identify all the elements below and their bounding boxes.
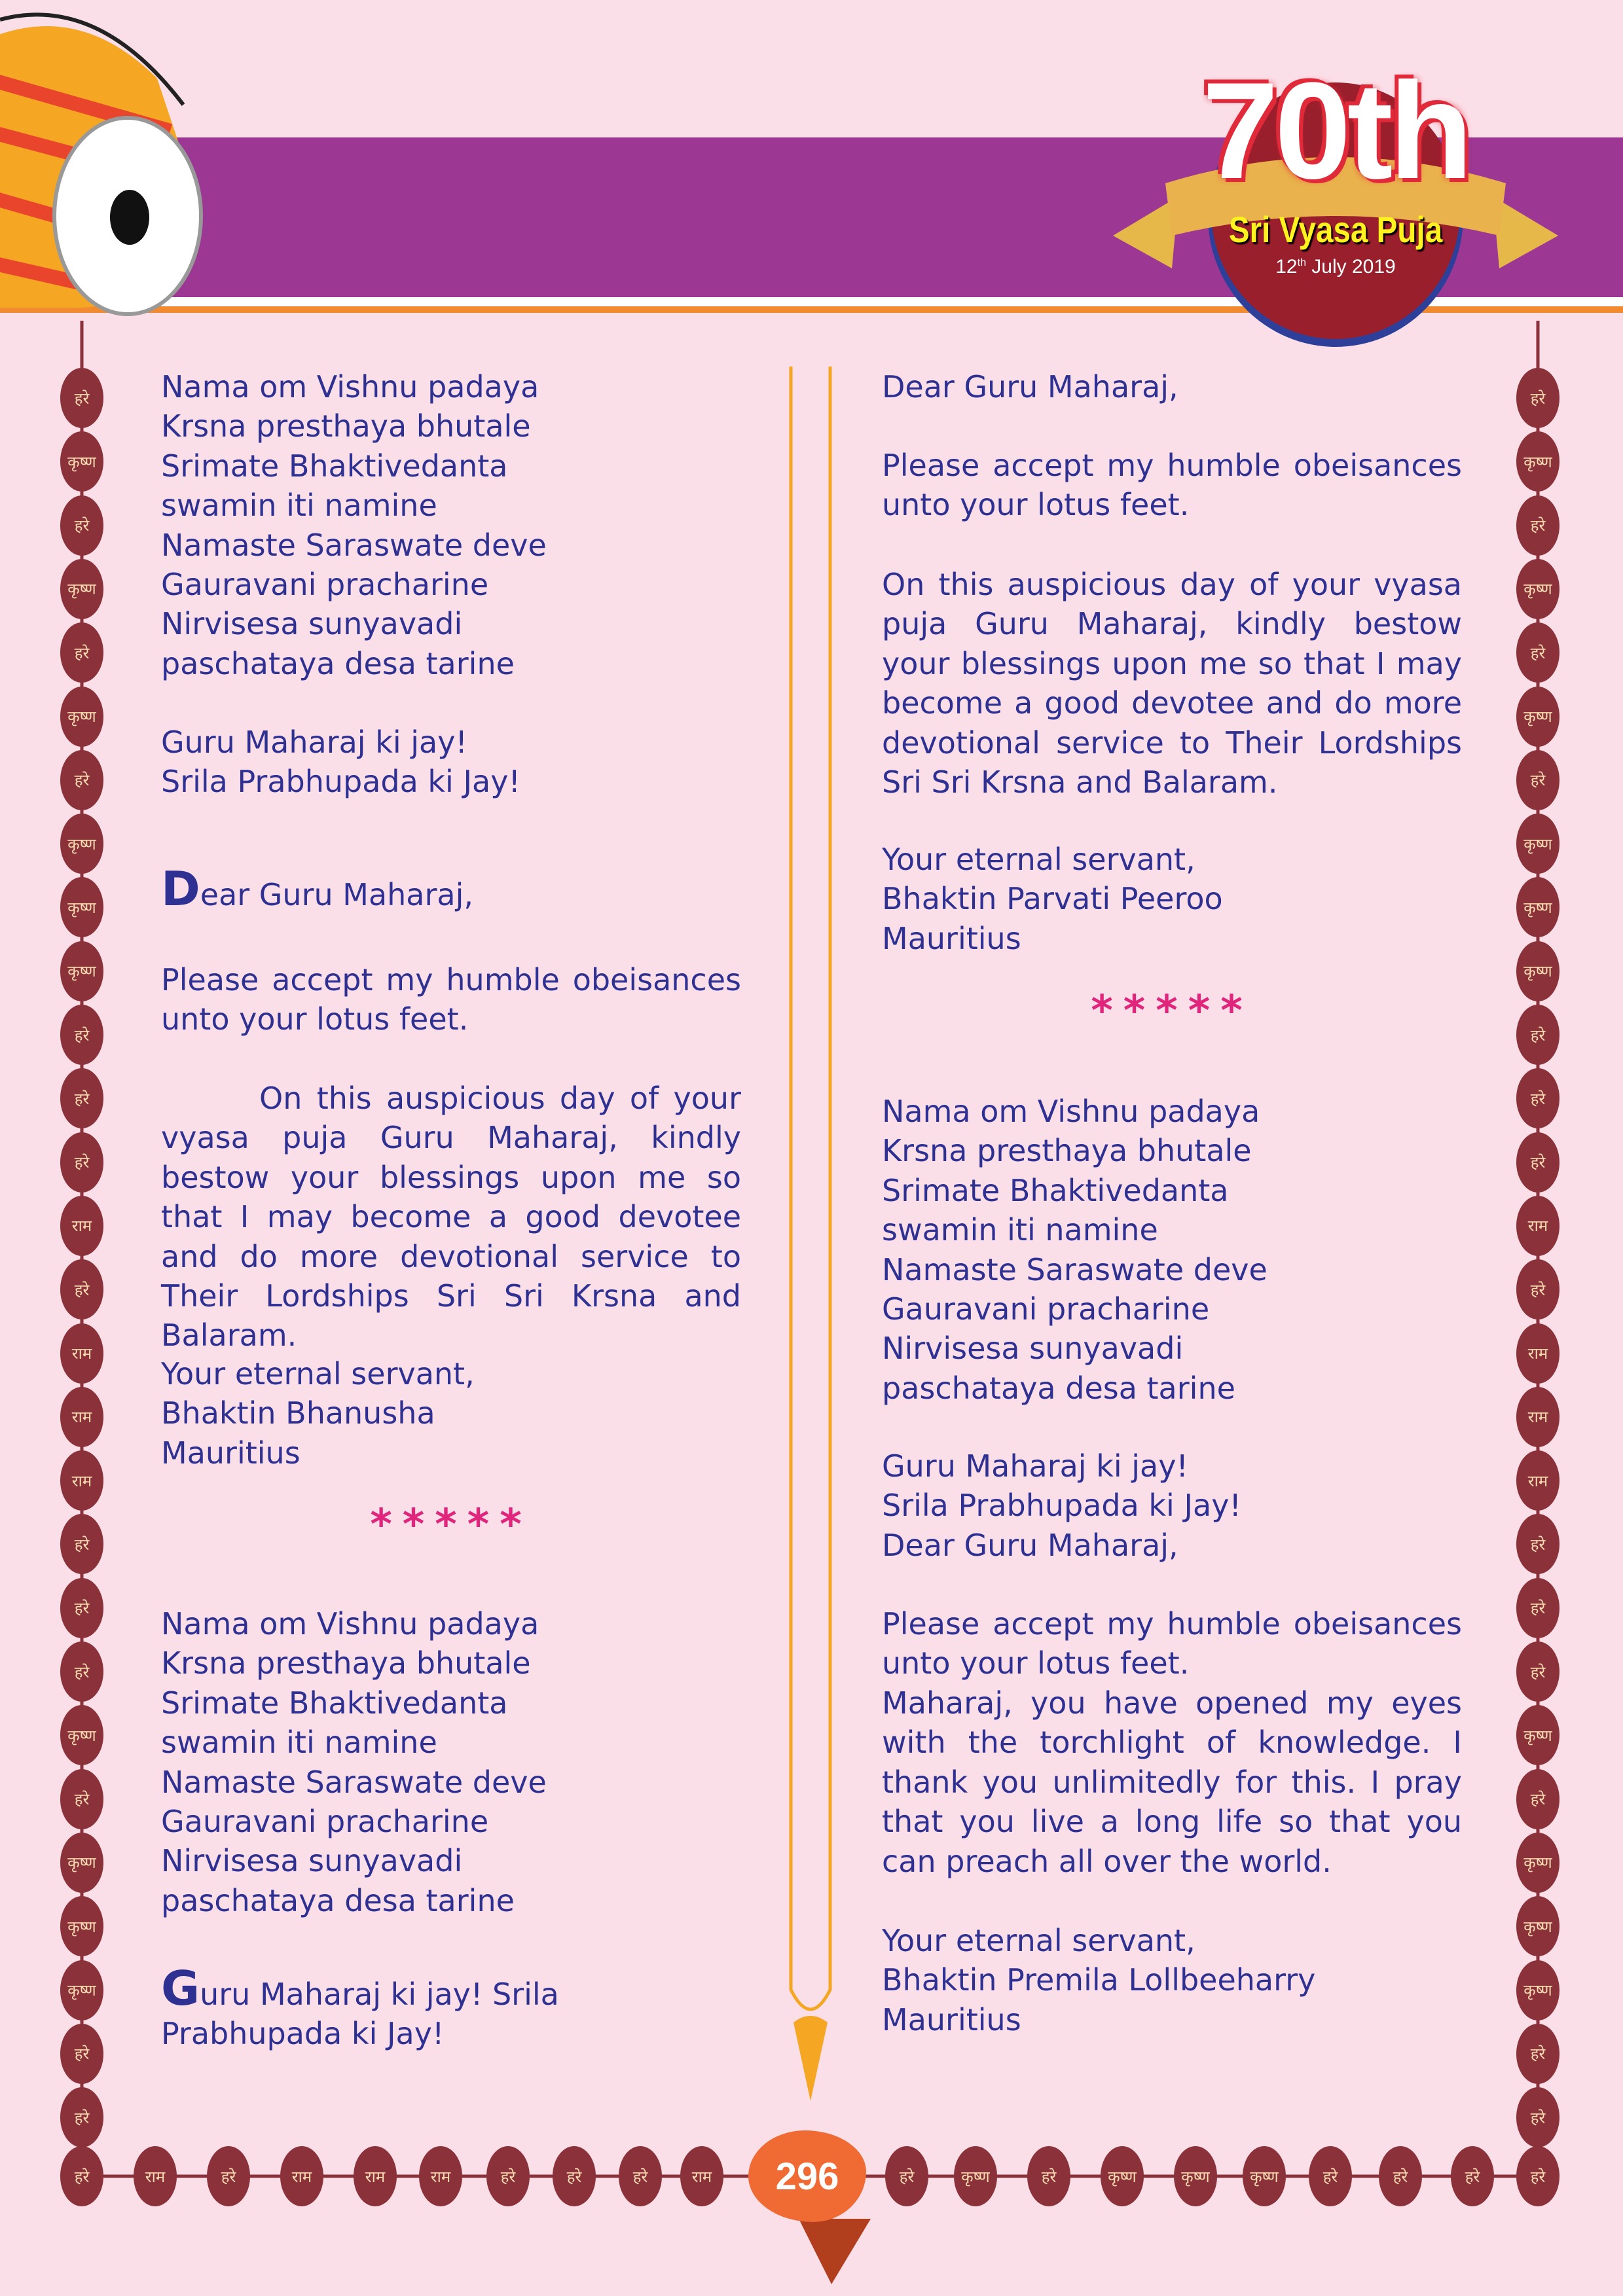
mala-bead: राम: [419, 2146, 462, 2206]
drop-cap: G: [161, 1961, 200, 2016]
mala-bead: हरे: [1309, 2146, 1352, 2206]
text-line: Nirvisesa sunyavadi: [882, 1331, 1184, 1367]
mala-bead: राम: [60, 1387, 103, 1447]
mala-bead: राम: [1516, 1196, 1559, 1256]
text-line: Nirvisesa sunyavadi: [161, 606, 463, 642]
letter-body: On this auspicious day of your vyasa puja Guru Maharaj, kindly bestow your blessings upon me so that I may become a good devotee and do more devotional service to Their Lordships Sri Sri Krsna and Balaram.: [161, 1081, 741, 1354]
mala-bead: हरे: [1516, 1578, 1559, 1638]
mala-bead: हरे: [885, 2146, 928, 2206]
mala-bead: हरे: [1516, 1068, 1559, 1128]
mala-bead: हरे: [1516, 622, 1559, 683]
mala-bead: राम: [680, 2146, 723, 2206]
text-line: Srila Prabhupada ki Jay!: [161, 764, 520, 800]
page-tassel-icon: [799, 2219, 871, 2284]
obeisances-paragraph: Please accept my humble obeisances unto your lotus feet.: [882, 1606, 1462, 1681]
text-line: Gauravani pracharine: [161, 567, 489, 603]
obeisances-paragraph: Please accept my humble obeisances unto your lotus feet.: [882, 448, 1462, 523]
mala-bead: हरे: [60, 2146, 103, 2206]
text-line: Your eternal servant,: [161, 1356, 475, 1391]
mala-bead: हरे: [60, 1514, 103, 1574]
text-line: paschataya desa tarine: [161, 645, 515, 681]
prayer-verse: [882, 1092, 1462, 1408]
mala-bead: राम: [1516, 1323, 1559, 1384]
text-line: Gauravani pracharine: [882, 1291, 1210, 1327]
text-line: Krsna presthaya bhutale: [161, 408, 531, 444]
mala-bead: कृष्ण: [1516, 559, 1559, 619]
mala-bead: कृष्ण: [60, 687, 103, 747]
mala-bead: हरे: [60, 1769, 103, 1829]
text-line: Namaste Saraswate deve: [161, 527, 547, 563]
mala-bead: कृष्ण: [1516, 1960, 1559, 2020]
mala-bead: कृष्ण: [1243, 2146, 1286, 2206]
salutation: Dear Guru Maharaj,: [161, 861, 473, 916]
mala-bead: राम: [60, 1196, 103, 1256]
mala-bead: हरे: [486, 2146, 530, 2206]
text-line: Namaste Saraswate deve: [161, 1764, 547, 1800]
mala-bead: कृष्ण: [1516, 431, 1559, 492]
mala-bead: कृष्ण: [60, 941, 103, 1001]
mala-bead: कृष्ण: [60, 814, 103, 874]
tassel-icon: [793, 2016, 828, 2101]
text-line: Srila Prabhupada ki Jay!: [882, 1488, 1241, 1524]
mala-bead: हरे: [60, 2024, 103, 2084]
mala-bead: हरे: [1379, 2146, 1422, 2206]
mala-bead: हरे: [1516, 1514, 1559, 1574]
mala-bead: हरे: [60, 2087, 103, 2147]
mala-bead: हरे: [1516, 368, 1559, 428]
prayer-verse: [161, 367, 741, 683]
mala-bead: हरे: [1516, 2087, 1559, 2147]
mala-bead: हरे: [1451, 2146, 1494, 2206]
mala-bead: हरे: [553, 2146, 596, 2206]
text-line: Your eternal servant,: [882, 842, 1195, 877]
mala-bead: कृष्ण: [954, 2146, 997, 2206]
prayer-verse: [161, 1604, 741, 1920]
mala-bead: हरे: [1027, 2146, 1070, 2206]
text-line: Mauritius: [882, 2001, 1021, 2037]
mala-bead: राम: [1516, 1387, 1559, 1447]
mala-bead: कृष्ण: [1516, 687, 1559, 747]
mala-bead: कृष्ण: [1516, 941, 1559, 1001]
mala-bead: हरे: [60, 495, 103, 556]
separator-stars: *****: [1091, 987, 1253, 1035]
mala-bead: कृष्ण: [60, 1896, 103, 1956]
mala-bead: हरे: [1516, 1132, 1559, 1193]
mala-bead: हरे: [1516, 750, 1559, 810]
mala-bead: हरे: [60, 1005, 103, 1065]
letter-body: Maharaj, you have opened my eyes with the torchlight of knowledge. I thank you unlimitedly for this. I pray that you live a long life so that you can preach all over the world.: [882, 1685, 1462, 1879]
badge-number: 70th: [1202, 54, 1469, 207]
text-line: paschataya desa tarine: [882, 1370, 1235, 1406]
text-line: Dear Guru Maharaj,: [882, 1527, 1178, 1563]
text-line: swamin iti namine: [161, 488, 437, 524]
jay-lines: [882, 1446, 1462, 1565]
mala-bead: हरे: [1516, 2146, 1559, 2206]
text-line: swamin iti namine: [161, 1725, 437, 1761]
text-line: swamin iti namine: [882, 1212, 1158, 1248]
text-line: Bhaktin Bhanusha: [161, 1395, 435, 1431]
signature: [161, 1354, 741, 1473]
mala-bead: राम: [1516, 1450, 1559, 1511]
mala-bead: हरे: [60, 1068, 103, 1128]
text-line: Namaste Saraswate deve: [882, 1251, 1267, 1287]
mala-bead: कृष्ण: [60, 1705, 103, 1765]
text-line: paschataya desa tarine: [161, 1882, 515, 1918]
obeisances-paragraph: Please accept my humble obeisances unto your lotus feet.: [161, 962, 741, 1037]
letter-body: On this auspicious day of your vyasa puja Guru Maharaj, kindly bestow your blessings upon me so that I may become a good devotee and do more devotional service to Their Lordships Sri Sri Krsna and Balaram.: [882, 567, 1462, 800]
separator-stars: *****: [370, 1501, 532, 1549]
mala-bead: कृष्ण: [60, 877, 103, 937]
text-line: Nama om Vishnu padaya: [161, 369, 539, 404]
text-line: Gauravani pracharine: [161, 1804, 489, 1840]
mala-bead: हरे: [60, 1132, 103, 1193]
mala-bead: कृष्ण: [1516, 1896, 1559, 1956]
mala-bead: कृष्ण: [1516, 1833, 1559, 1893]
mala-bead: हरे: [60, 1578, 103, 1638]
signature: [882, 1921, 1462, 2039]
mala-bead: राम: [134, 2146, 177, 2206]
mala-bead: राम: [354, 2146, 397, 2206]
mala-bead: हरे: [1516, 495, 1559, 556]
divider-string: [791, 367, 830, 2009]
text-line: Bhaktin Parvati Peeroo: [882, 881, 1223, 917]
text-line: Srimate Bhaktivedanta: [161, 448, 508, 484]
text-line: Mauritius: [882, 920, 1021, 956]
mala-bead: कृष्ण: [1174, 2146, 1217, 2206]
text-line: Nama om Vishnu padaya: [882, 1094, 1260, 1129]
mala-bead: राम: [60, 1323, 103, 1384]
jay-lines: Guru Maharaj ki jay! Srila Prabhupada ki Jay!: [161, 1961, 559, 2052]
mala-bead: राम: [60, 1450, 103, 1511]
mala-bead: कृष्ण: [1516, 877, 1559, 937]
text-line: Guru Maharaj ki jay!: [882, 1448, 1188, 1484]
mala-bead: कृष्ण: [60, 1960, 103, 2020]
text-line: Bhaktin Premila Lollbeeharry: [882, 1962, 1316, 1998]
mala-bead: हरे: [1516, 2024, 1559, 2084]
mala-bead: कृष्ण: [60, 1833, 103, 1893]
text-line: Mauritius: [161, 1435, 301, 1471]
text-line: Guru Maharaj ki jay!: [161, 725, 467, 760]
page-number: 296: [748, 2130, 866, 2222]
mala-bead: हरे: [60, 368, 103, 428]
mala-bead: हरे: [1516, 1005, 1559, 1065]
text-line: Your eternal servant,: [882, 1923, 1195, 1958]
jay-lines: [161, 723, 741, 802]
mala-bead: कृष्ण: [60, 431, 103, 492]
text-line: Srimate Bhaktivedanta: [882, 1172, 1229, 1208]
text-line: Srimate Bhaktivedanta: [161, 1685, 508, 1721]
badge-text: [1201, 54, 1470, 278]
badge-title: Sri Vyasa Puja: [1228, 209, 1443, 250]
mala-bead: कृष्ण: [1516, 814, 1559, 874]
badge-date: 12th July 2019: [1275, 256, 1396, 278]
mala-bead: हरे: [207, 2146, 250, 2206]
text-line: Nirvisesa sunyavadi: [161, 1843, 463, 1879]
mala-bead: हरे: [60, 622, 103, 683]
mala-bead: राम: [280, 2146, 323, 2206]
salutation: Dear Guru Maharaj,: [882, 369, 1178, 404]
drop-cap: D: [161, 861, 200, 916]
mala-bead: हरे: [60, 1259, 103, 1319]
mala-bead: हरे: [60, 1641, 103, 1702]
signature: [882, 840, 1462, 958]
mala-bead: कृष्ण: [1101, 2146, 1144, 2206]
mala-bead: हरे: [619, 2146, 662, 2206]
mala-bead: हरे: [1516, 1641, 1559, 1702]
mala-bead: कृष्ण: [60, 559, 103, 619]
text-line: Krsna presthaya bhutale: [161, 1645, 531, 1681]
text-line: Krsna presthaya bhutale: [882, 1133, 1252, 1169]
mala-bead: हरे: [1516, 1769, 1559, 1829]
mala-bead: हरे: [1516, 1259, 1559, 1319]
mridanga-drum-icon: [0, 14, 201, 314]
mala-bead: कृष्ण: [1516, 1705, 1559, 1765]
text-line: Nama om Vishnu padaya: [161, 1606, 539, 1641]
mala-bead: हरे: [60, 750, 103, 810]
